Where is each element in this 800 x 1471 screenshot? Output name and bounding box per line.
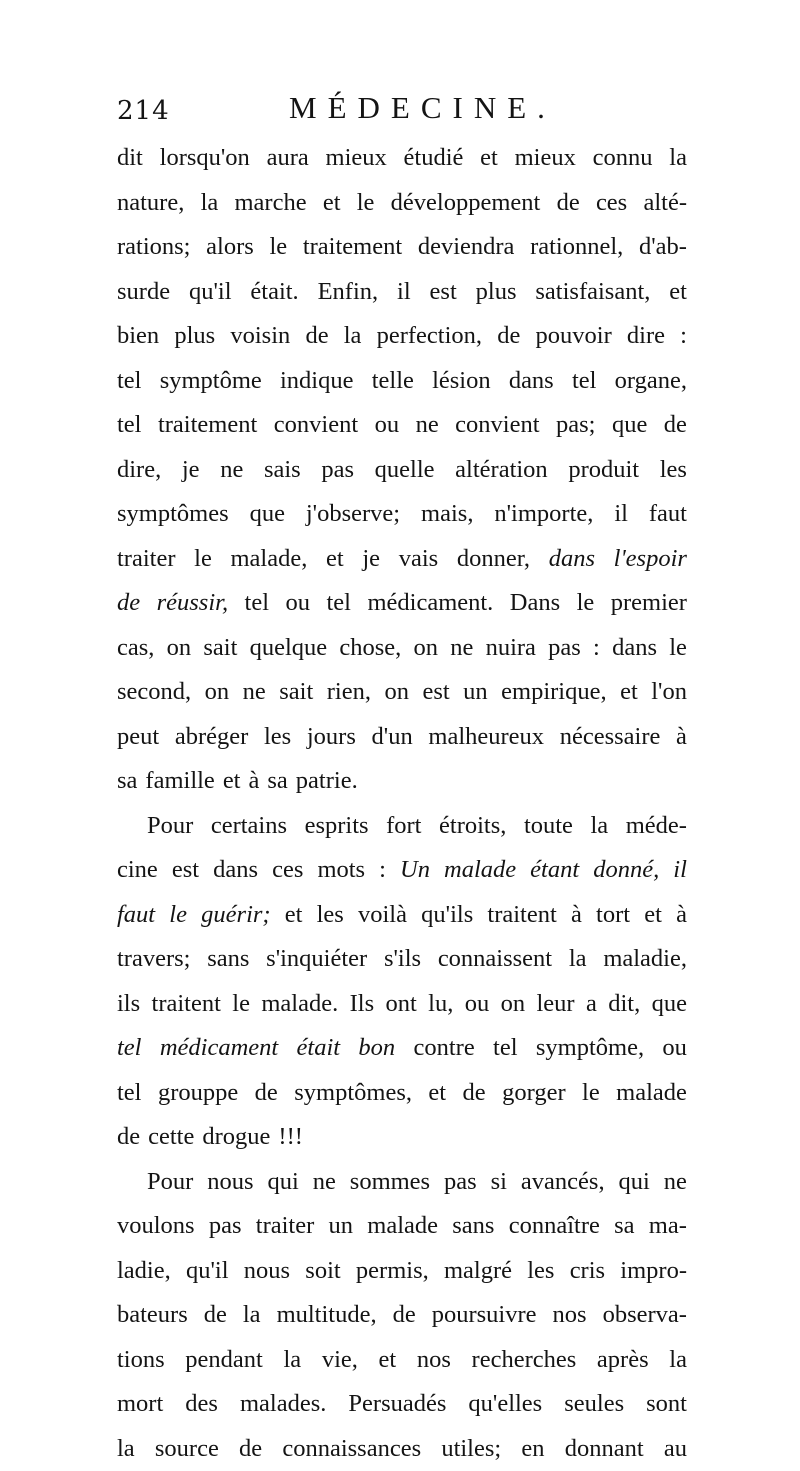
- word: organe,: [615, 359, 687, 404]
- word: symptômes: [117, 492, 229, 537]
- word: produit: [568, 448, 639, 493]
- text-line: [117, 937, 687, 982]
- text-line: [117, 893, 687, 938]
- word: source: [155, 1427, 219, 1471]
- word: le: [577, 581, 595, 626]
- text-line: [117, 670, 687, 715]
- word: la: [669, 136, 687, 181]
- word: Dans: [510, 581, 560, 626]
- word: ou: [286, 581, 311, 626]
- word: sa: [267, 759, 287, 804]
- word: qu'elles: [468, 1382, 542, 1427]
- word: mieux: [515, 136, 576, 181]
- word: on: [205, 670, 230, 715]
- word: ils: [117, 982, 140, 1027]
- word: ladie,: [117, 1249, 171, 1294]
- word: lésion: [432, 359, 491, 404]
- word: deviendra: [418, 225, 515, 270]
- word: de: [497, 314, 520, 359]
- word: de: [463, 1071, 486, 1116]
- word: toute: [524, 804, 573, 849]
- word: a: [586, 982, 597, 1027]
- word: traitent: [152, 982, 221, 1027]
- word: malade.: [261, 982, 338, 1027]
- word: sans: [452, 1204, 494, 1249]
- word: qui: [267, 1160, 298, 1205]
- word: sans: [207, 937, 249, 982]
- word: utiles;: [441, 1427, 501, 1471]
- word: un: [463, 670, 488, 715]
- word: bien: [117, 314, 159, 359]
- word: nos: [553, 1293, 587, 1338]
- word: faut: [649, 492, 687, 537]
- word: tel: [572, 359, 597, 404]
- word: alté-: [643, 181, 687, 226]
- word: qu'il: [186, 1249, 229, 1294]
- word: Ils: [350, 982, 375, 1027]
- word: un: [329, 1204, 354, 1249]
- word: pas: [548, 626, 581, 671]
- word: drogue: [202, 1115, 270, 1160]
- word: pas: [321, 448, 354, 493]
- word: nécessaire: [560, 715, 661, 760]
- word: nous: [207, 1160, 253, 1205]
- word: il: [397, 270, 411, 315]
- word: famille: [145, 759, 214, 804]
- word: chose,: [339, 626, 401, 671]
- word: ne: [450, 626, 473, 671]
- word: de: [117, 581, 140, 626]
- word: j'observe;: [306, 492, 400, 537]
- word: n'importe,: [494, 492, 593, 537]
- word: symptôme,: [536, 1026, 644, 1071]
- word: sont: [646, 1382, 687, 1427]
- word: marche: [235, 181, 307, 226]
- running-title: MÉDECINE.: [289, 90, 556, 126]
- word: rationnel,: [530, 225, 623, 270]
- word: traitement: [158, 403, 257, 448]
- word: malade,: [231, 537, 308, 582]
- word: tel: [117, 1026, 142, 1071]
- word: pas;: [556, 403, 595, 448]
- word: connaissances: [282, 1427, 421, 1471]
- word: est: [422, 670, 449, 715]
- word: empirique,: [501, 670, 606, 715]
- word: faut: [117, 893, 155, 938]
- word: quelle: [375, 448, 435, 493]
- word: la: [201, 181, 219, 226]
- word: permis,: [356, 1249, 429, 1294]
- word: le: [669, 626, 687, 671]
- word: les: [660, 448, 687, 493]
- word: développement: [391, 181, 541, 226]
- word: qui: [619, 1160, 650, 1205]
- word: sa: [614, 1204, 634, 1249]
- text-line: [117, 1204, 687, 1249]
- word: bateurs: [117, 1293, 188, 1338]
- word: de: [255, 1071, 278, 1116]
- word: et: [326, 537, 344, 582]
- word: et: [480, 136, 498, 181]
- word: dans: [509, 359, 554, 404]
- word: au: [664, 1427, 687, 1471]
- word: abréger: [175, 715, 248, 760]
- word: la: [243, 1293, 261, 1338]
- word: ces: [272, 848, 303, 893]
- text-line: [117, 270, 687, 315]
- word: d'un: [372, 715, 413, 760]
- word: la: [344, 314, 362, 359]
- word: cine: [117, 848, 158, 893]
- word: la: [117, 1427, 135, 1471]
- word: mieux: [326, 136, 387, 181]
- word: bon: [358, 1026, 395, 1071]
- word: ne: [416, 403, 439, 448]
- word: tel: [326, 581, 351, 626]
- word: dit,: [608, 982, 640, 1027]
- word: connaissent: [438, 937, 552, 982]
- word: travers;: [117, 937, 190, 982]
- word: de: [305, 314, 328, 359]
- word: de: [557, 181, 580, 226]
- text-line: [117, 359, 687, 404]
- word: le: [169, 893, 187, 938]
- word: mort: [117, 1382, 163, 1427]
- word: :: [680, 314, 687, 359]
- text-line: [117, 581, 687, 626]
- word: perfection,: [377, 314, 482, 359]
- word: dans: [213, 848, 258, 893]
- word: donné,: [593, 848, 659, 893]
- word: ou: [662, 1026, 687, 1071]
- word: surde: [117, 270, 170, 315]
- word: les: [264, 715, 291, 760]
- word: multitude,: [277, 1293, 377, 1338]
- word: malades.: [240, 1382, 326, 1427]
- word: on: [167, 626, 192, 671]
- word: quelque: [250, 626, 328, 671]
- word: et: [620, 670, 638, 715]
- text-line: [117, 314, 687, 359]
- word: tel: [117, 359, 142, 404]
- word: Pour: [147, 1160, 193, 1205]
- word: qu'ils: [421, 893, 473, 938]
- word: et: [644, 893, 662, 938]
- word: si: [491, 1160, 507, 1205]
- word: médicament: [160, 1026, 278, 1071]
- word: plus: [174, 314, 215, 359]
- word: ne: [243, 670, 266, 715]
- word: donner,: [457, 537, 530, 582]
- word: le: [269, 225, 287, 270]
- word: la: [569, 937, 587, 982]
- word: et: [223, 759, 241, 804]
- word: étudié: [404, 136, 464, 181]
- word: étant: [530, 848, 579, 893]
- word: tort: [596, 893, 630, 938]
- page-header: [117, 90, 692, 134]
- word: lorsqu'on: [160, 136, 250, 181]
- word: et: [285, 893, 303, 938]
- word: premier: [611, 581, 687, 626]
- text-line: [117, 492, 687, 537]
- word: nature,: [117, 181, 184, 226]
- word: malade: [444, 848, 516, 893]
- word: on: [414, 626, 439, 671]
- word: rien,: [327, 670, 371, 715]
- body-text: [117, 136, 687, 1471]
- text-line: [117, 804, 687, 849]
- word: poursuivre: [432, 1293, 537, 1338]
- word: malade: [367, 1204, 438, 1249]
- word: traiter: [117, 537, 176, 582]
- text-line: [117, 982, 687, 1027]
- word: sommes: [350, 1160, 430, 1205]
- word: maladie,: [603, 937, 687, 982]
- word: pendant: [185, 1338, 263, 1383]
- word: que: [652, 982, 687, 1027]
- word: observa-: [603, 1293, 687, 1338]
- word: satisfaisant,: [535, 270, 650, 315]
- word: esprits: [305, 804, 369, 849]
- text-line: [117, 1338, 687, 1383]
- word: nos: [417, 1338, 451, 1383]
- word: mais,: [421, 492, 473, 537]
- text-line: [117, 626, 687, 671]
- word: qu'il: [189, 270, 232, 315]
- word: Enfin,: [318, 270, 379, 315]
- word: le: [232, 982, 250, 1027]
- word: ou: [465, 982, 490, 1027]
- word: dire,: [117, 448, 161, 493]
- word: telle: [372, 359, 414, 404]
- text-line: [117, 225, 687, 270]
- word: patrie.: [296, 759, 358, 804]
- word: et: [323, 181, 341, 226]
- word: l'espoir: [614, 537, 687, 582]
- word: leur: [536, 982, 574, 1027]
- word: aura: [267, 136, 309, 181]
- word: on: [501, 982, 526, 1027]
- word: traitent: [487, 893, 556, 938]
- word: je: [362, 537, 380, 582]
- word: impro-: [620, 1249, 687, 1294]
- word: vie,: [322, 1338, 358, 1383]
- word: Persuadés: [348, 1382, 446, 1427]
- word: l'on: [651, 670, 687, 715]
- word: indique: [280, 359, 354, 404]
- word: de: [204, 1293, 227, 1338]
- word: certains: [211, 804, 287, 849]
- word: contre: [413, 1026, 474, 1071]
- word: convient: [274, 403, 358, 448]
- word: et: [428, 1071, 446, 1116]
- word: voisin: [230, 314, 290, 359]
- word: recherches: [472, 1338, 577, 1383]
- word: de: [117, 1115, 140, 1160]
- word: traiter: [256, 1204, 315, 1249]
- word: est: [430, 270, 457, 315]
- word: dire: [627, 314, 665, 359]
- word: tel: [117, 1071, 142, 1116]
- word: ma-: [649, 1204, 687, 1249]
- word: médicament.: [367, 581, 493, 626]
- word: avancés,: [521, 1160, 605, 1205]
- word: pas: [444, 1160, 477, 1205]
- word: à: [249, 759, 260, 804]
- text-line: [117, 537, 687, 582]
- text-line: [117, 136, 687, 181]
- word: voilà: [358, 893, 407, 938]
- word: gorger: [502, 1071, 566, 1116]
- word: tel: [493, 1026, 518, 1071]
- word: convient: [455, 403, 539, 448]
- word: alors: [206, 225, 254, 270]
- word: en: [521, 1427, 544, 1471]
- word: guérir;: [201, 893, 270, 938]
- word: cette: [148, 1115, 194, 1160]
- text-line: [117, 403, 687, 448]
- word: la: [669, 1338, 687, 1383]
- word: les: [317, 893, 344, 938]
- word: était.: [250, 270, 298, 315]
- word: à: [676, 715, 687, 760]
- word: Un: [400, 848, 430, 893]
- word: ne: [313, 1160, 336, 1205]
- word: symptômes,: [294, 1071, 412, 1116]
- word: sait: [279, 670, 313, 715]
- word: seules: [564, 1382, 624, 1427]
- word: pouvoir: [536, 314, 612, 359]
- word: sais: [264, 448, 301, 493]
- word: symptôme: [160, 359, 262, 404]
- word: nous: [244, 1249, 290, 1294]
- text-line: [117, 1115, 687, 1160]
- word: réussir,: [157, 581, 228, 626]
- word: le: [194, 537, 212, 582]
- word: !!!: [278, 1115, 302, 1160]
- word: traitement: [303, 225, 402, 270]
- word: de: [239, 1427, 262, 1471]
- word: le: [582, 1071, 600, 1116]
- text-line: [117, 848, 687, 893]
- word: la: [590, 804, 608, 849]
- word: dans: [549, 537, 595, 582]
- word: mots: [317, 848, 365, 893]
- word: le: [357, 181, 375, 226]
- word: est: [172, 848, 199, 893]
- word: Pour: [147, 804, 193, 849]
- word: et: [669, 270, 687, 315]
- word: fort: [386, 804, 421, 849]
- text-line: [117, 715, 687, 760]
- word: d'ab-: [639, 225, 687, 270]
- word: lu,: [428, 982, 453, 1027]
- word: dans: [612, 626, 657, 671]
- word: étroits,: [439, 804, 506, 849]
- text-line: [117, 1427, 687, 1471]
- word: sait: [203, 626, 237, 671]
- text-line: [117, 1026, 687, 1071]
- word: tions: [117, 1338, 165, 1383]
- word: sa: [117, 759, 137, 804]
- word: à: [676, 893, 687, 938]
- word: on: [384, 670, 409, 715]
- word: la: [284, 1338, 302, 1383]
- word: peut: [117, 715, 159, 760]
- word: que: [612, 403, 647, 448]
- word: soit: [305, 1249, 340, 1294]
- word: dit: [117, 136, 143, 181]
- word: ces: [596, 181, 627, 226]
- word: tel: [245, 581, 270, 626]
- word: pas: [209, 1204, 242, 1249]
- word: connaître: [509, 1204, 600, 1249]
- word: second,: [117, 670, 191, 715]
- word: malheureux: [428, 715, 544, 760]
- text-line: [117, 181, 687, 226]
- word: rations;: [117, 225, 191, 270]
- word: ne: [220, 448, 243, 493]
- word: malade: [616, 1071, 687, 1116]
- word: nuira: [486, 626, 536, 671]
- word: s'ils: [384, 937, 421, 982]
- word: malgré: [444, 1249, 512, 1294]
- word: je: [182, 448, 200, 493]
- word: donnant: [565, 1427, 644, 1471]
- word: de: [664, 403, 687, 448]
- text-line: [117, 1382, 687, 1427]
- word: :: [379, 848, 386, 893]
- word: des: [185, 1382, 218, 1427]
- text-line: [117, 759, 687, 804]
- word: était: [297, 1026, 341, 1071]
- word: il: [673, 848, 687, 893]
- word: à: [571, 893, 582, 938]
- word: et: [379, 1338, 397, 1383]
- word: voulons: [117, 1204, 195, 1249]
- word: tel: [117, 403, 142, 448]
- text-line: [117, 1160, 687, 1205]
- word: méde-: [626, 804, 687, 849]
- word: que: [250, 492, 285, 537]
- word: connu: [593, 136, 653, 181]
- word: cas,: [117, 626, 154, 671]
- word: vais: [399, 537, 438, 582]
- word: grouppe: [158, 1071, 238, 1116]
- text-line: [117, 448, 687, 493]
- word: plus: [476, 270, 517, 315]
- word: cris: [570, 1249, 605, 1294]
- word: altération: [455, 448, 548, 493]
- word: ont: [385, 982, 416, 1027]
- page-number: 214: [117, 96, 170, 126]
- word: :: [593, 626, 600, 671]
- word: il: [614, 492, 628, 537]
- word: s'inquiéter: [266, 937, 367, 982]
- text-line: [117, 1249, 687, 1294]
- word: les: [527, 1249, 554, 1294]
- word: après: [597, 1338, 649, 1383]
- text-line: [117, 1071, 687, 1116]
- word: de: [393, 1293, 416, 1338]
- word: ou: [375, 403, 400, 448]
- word: jours: [307, 715, 356, 760]
- word: ne: [664, 1160, 687, 1205]
